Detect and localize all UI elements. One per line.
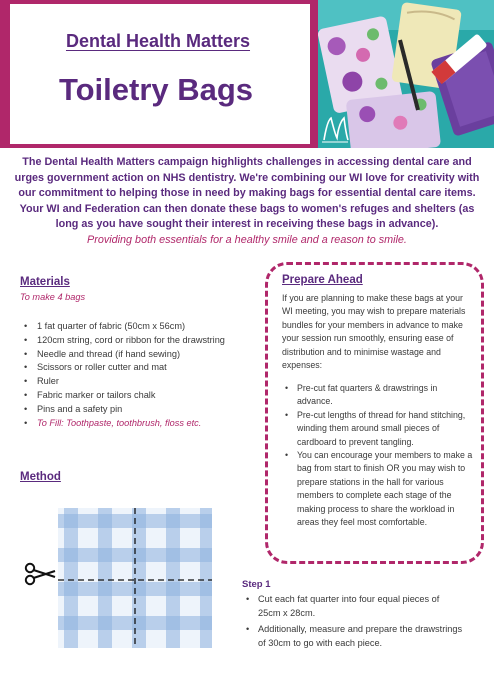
list-item: • Ruler bbox=[22, 375, 262, 389]
method-heading: Method bbox=[20, 471, 61, 483]
list-item: • Pre-cut fat quarters & drawstrings in advance. bbox=[284, 382, 474, 409]
step-1-list bbox=[244, 593, 464, 653]
page-title: Toiletry Bags bbox=[58, 72, 254, 107]
step-1-heading: Step 1 bbox=[242, 579, 271, 590]
prepare-ahead-list bbox=[284, 382, 474, 529]
materials-heading: Materials bbox=[20, 276, 70, 288]
scissors-icon bbox=[24, 562, 56, 586]
list-item: • 120cm string, cord or ribbon for the drawstring bbox=[22, 334, 262, 348]
list-item: • Scissors or roller cutter and mat bbox=[22, 361, 262, 375]
list-item: • Fabric marker or tailors chalk bbox=[22, 389, 262, 403]
list-item: • Pins and a safety pin bbox=[22, 403, 262, 417]
materials-subheading: To make 4 bags bbox=[20, 292, 86, 302]
prepare-ahead-paragraph: If you are planning to make these bags at your WI meeting, you may wish to prepare materials bundles for your members in advance to make your session run smoothly, ensuring ease of distribution and to minimise wastage and expenses: bbox=[282, 293, 466, 371]
campaign-subtitle: Dental Health Matters bbox=[65, 31, 251, 51]
intro-tagline: Providing both essentials for a healthy smile and a reason to smile. bbox=[87, 234, 407, 246]
intro-paragraph: The Dental Health Matters campaign highlights challenges in accessing dental care and urges government action on NHS dentistry. We're combining our WI love for creativity with our commitment to helping those in need by making bags for essential dental care items. Your WI and Federation can then donate these bags to women's refuges and shelters (as long as you have sought their interest in receiving these bags in advance). bbox=[14, 156, 480, 231]
list-item: • Needle and thread (if hand sewing) bbox=[22, 348, 262, 362]
gingham-fabric-diagram bbox=[58, 508, 212, 648]
list-item: • Cut each fat quarter into four equal pieces of 25cm x 28cm. bbox=[244, 593, 464, 620]
list-item: • To Fill: Toothpaste, toothbrush, floss etc. bbox=[22, 417, 262, 431]
list-item: • Additionally, measure and prepare the drawstrings of 30cm to go with each piece. bbox=[244, 623, 464, 650]
list-item: • 1 fat quarter of fabric (50cm x 56cm) bbox=[22, 320, 262, 334]
list-item: • Pre-cut lengths of thread for hand stitching, winding them around small pieces of cardboard to prevent tangling. bbox=[284, 409, 474, 449]
wi-logo-icon bbox=[318, 112, 352, 146]
materials-list bbox=[22, 320, 262, 430]
prepare-ahead-heading: Prepare Ahead bbox=[282, 274, 363, 286]
list-item: • You can encourage your members to make a bag from start to finish OR you may wish to prepare stations in the hall for various members to complete each stage of the making process to share the workload in areas they feel most comfortable. bbox=[284, 449, 474, 529]
